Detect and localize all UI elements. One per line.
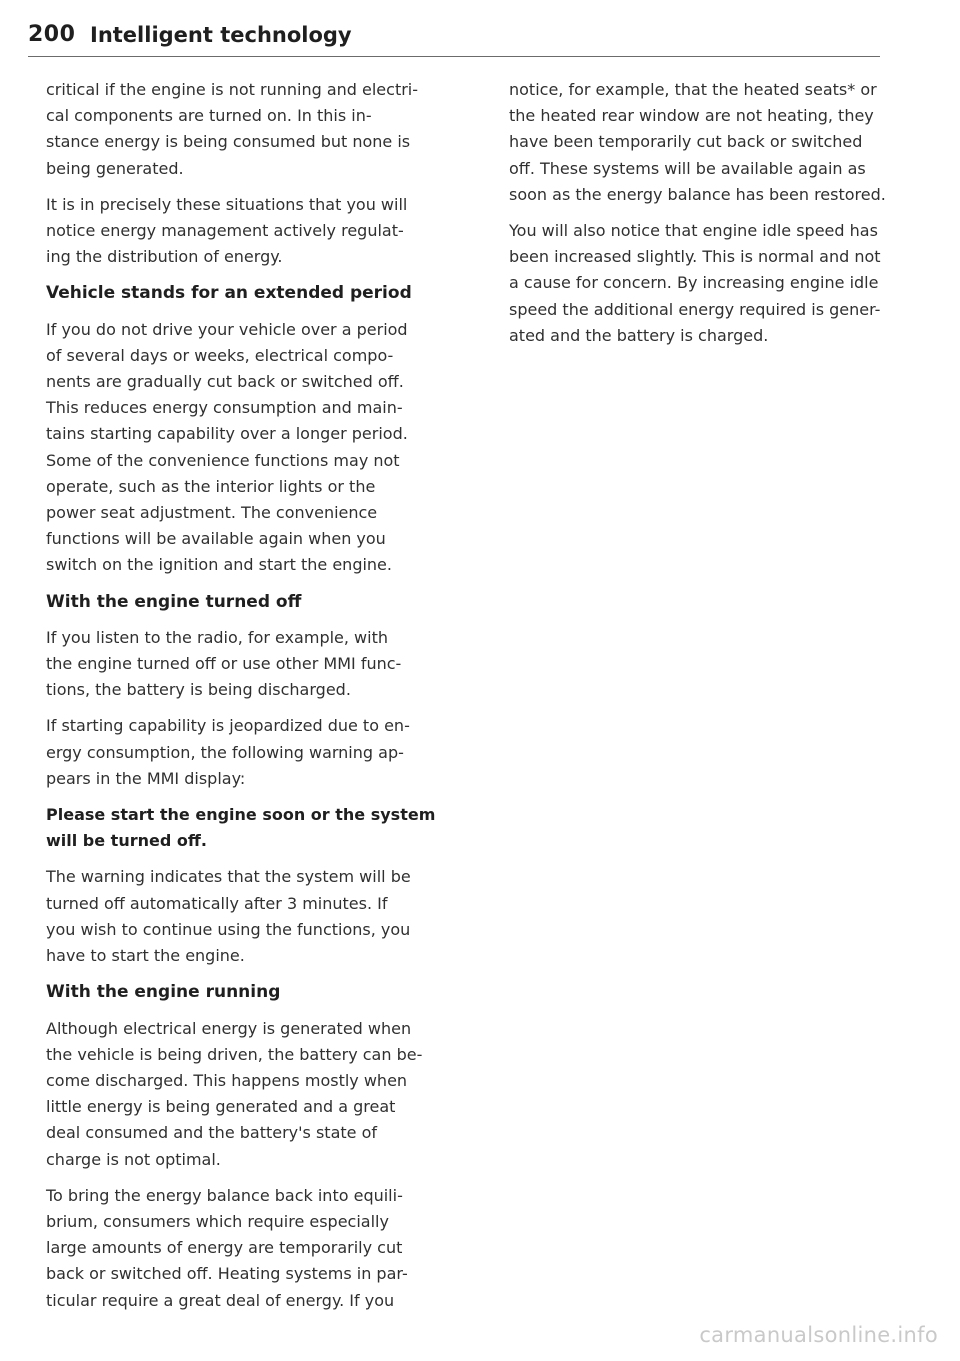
left-column <box>46 77 456 1324</box>
paragraph: notice, for example, that the heated seats* or the heated rear window are not heating, they have been temporarily cut back or switched off. These systems will be available again as soon as the energy balance has been restored. <box>509 80 886 204</box>
paragraph: Although electrical energy is generated when the vehicle is being driven, the battery can be- come discharged. This happens mostly when little energy is being generated and a great deal consumed and the battery's state of charge is not optimal. <box>46 1018 423 1169</box>
page-number: 200 <box>28 22 76 47</box>
paragraph: If starting capability is jeopardized due to en- ergy consumption, the following warning ap- pears in the MMI display: <box>46 716 410 788</box>
paragraph: You will also notice that engine idle speed has been increased slightly. This is normal and not a cause for concern. By increasing engine idle speed the additional energy required is gener- ated and the battery is charged. <box>509 221 881 345</box>
paragraph: If you listen to the radio, for example, with the engine turned off or use other MMI func- tions, the battery is being discharged. <box>46 627 402 700</box>
subheading-extended-period: Vehicle stands for an extended period <box>46 283 412 304</box>
paragraph: It is in precisely these situations that you will notice energy management actively regulat- ing the distribution of energy. <box>46 194 408 267</box>
paragraph: The warning indicates that the system will be turned off automatically after 3 minutes. If you wish to continue using the functions, you have to start the engine. <box>46 867 411 966</box>
page-header <box>28 22 880 57</box>
paragraph: critical if the engine is not running and electri- cal components are turned on. In this in- stance energy is being consumed but none is being generated. <box>46 80 419 178</box>
watermark: carmanualsonline.info <box>699 1323 938 1347</box>
paragraph: To bring the energy balance back into equili- brium, consumers which require especially large amounts of energy are temporarily cut back or switched off. Heating systems in par- ticular require a great deal of energy. If you <box>46 1185 408 1310</box>
right-column <box>509 77 919 359</box>
subheading-engine-off: With the engine turned off <box>46 591 302 612</box>
paragraph: If you do not drive your vehicle over a period of several days or weeks, electrical compo- nents are gradually cut back or switched off. This reduces energy consumption and main- tains starting capability over a longer period. Some of the convenience functions may not operate, such as the interior lights or the power seat adjustment. The convenience functions will be available again when you switch on the ignition and start the engine. <box>46 319 408 575</box>
mmi-warning-message: Please start the engine soon or the system will be turned off. <box>46 805 436 851</box>
section-title: Intelligent technology <box>90 23 352 47</box>
subheading-engine-running: With the engine running <box>46 982 281 1003</box>
